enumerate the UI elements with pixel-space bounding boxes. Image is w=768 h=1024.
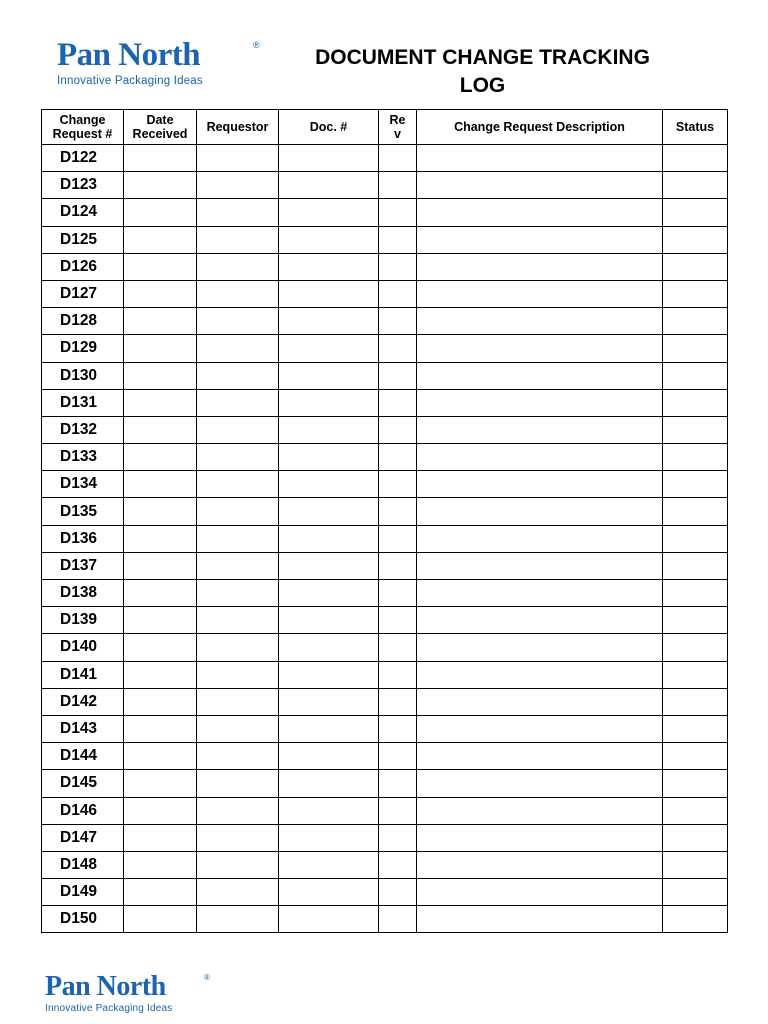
requestor-cell <box>197 743 279 770</box>
description-cell <box>417 906 663 933</box>
doc-number-cell <box>279 824 379 851</box>
registered-mark: ® <box>204 973 210 982</box>
status-cell <box>663 715 728 742</box>
date-received-cell <box>124 498 197 525</box>
logo-tagline: Innovative Packaging Ideas <box>57 75 203 87</box>
table-row <box>42 797 728 824</box>
description-cell <box>417 634 663 661</box>
doc-number-cell <box>279 525 379 552</box>
doc-number-cell <box>279 851 379 878</box>
status-cell <box>663 416 728 443</box>
document-title <box>280 44 685 100</box>
status-cell <box>663 824 728 851</box>
table-row <box>42 280 728 307</box>
rev-cell <box>379 416 417 443</box>
doc-number-cell <box>279 335 379 362</box>
date-received-cell <box>124 552 197 579</box>
rev-cell <box>379 661 417 688</box>
change-request-id-cell: D144 <box>42 743 124 770</box>
table-row <box>42 199 728 226</box>
table-row <box>42 906 728 933</box>
table-row <box>42 824 728 851</box>
rev-cell <box>379 688 417 715</box>
change-request-id-cell: D143 <box>42 715 124 742</box>
date-received-cell <box>124 607 197 634</box>
doc-number-cell <box>279 308 379 335</box>
change-request-id-cell: D132 <box>42 416 124 443</box>
footer-logo <box>45 971 210 1015</box>
description-cell <box>417 851 663 878</box>
change-request-id-cell: D148 <box>42 851 124 878</box>
table-row <box>42 661 728 688</box>
rev-cell <box>379 634 417 661</box>
date-received-cell <box>124 145 197 172</box>
description-cell <box>417 444 663 471</box>
change-request-id-cell: D147 <box>42 824 124 851</box>
doc-number-cell <box>279 552 379 579</box>
change-request-id-cell: D138 <box>42 580 124 607</box>
description-cell <box>417 879 663 906</box>
change-request-id-cell: D149 <box>42 879 124 906</box>
date-received-cell <box>124 172 197 199</box>
requestor-cell <box>197 797 279 824</box>
date-received-cell <box>124 253 197 280</box>
requestor-cell <box>197 661 279 688</box>
description-cell <box>417 770 663 797</box>
table-row <box>42 743 728 770</box>
change-request-id-cell: D123 <box>42 172 124 199</box>
change-request-id-cell: D136 <box>42 525 124 552</box>
change-request-id-cell: D133 <box>42 444 124 471</box>
logo-tagline: Innovative Packaging Ideas <box>45 1003 173 1014</box>
date-received-cell <box>124 715 197 742</box>
description-cell <box>417 362 663 389</box>
date-received-cell <box>124 634 197 661</box>
status-cell <box>663 607 728 634</box>
doc-number-cell <box>279 280 379 307</box>
date-received-cell <box>124 444 197 471</box>
date-received-cell <box>124 580 197 607</box>
status-cell <box>663 199 728 226</box>
doc-number-cell <box>279 145 379 172</box>
description-cell <box>417 145 663 172</box>
requestor-cell <box>197 715 279 742</box>
status-cell <box>663 226 728 253</box>
rev-cell <box>379 226 417 253</box>
change-request-id-cell: D125 <box>42 226 124 253</box>
requestor-cell <box>197 851 279 878</box>
requestor-cell <box>197 226 279 253</box>
doc-number-cell <box>279 607 379 634</box>
status-cell <box>663 335 728 362</box>
status-cell <box>663 580 728 607</box>
change-request-id-cell: D129 <box>42 335 124 362</box>
description-cell <box>417 661 663 688</box>
title-line-2: LOG <box>459 74 506 97</box>
date-received-cell <box>124 688 197 715</box>
change-request-id-cell: D145 <box>42 770 124 797</box>
column-header: Re v <box>379 110 417 145</box>
description-cell <box>417 580 663 607</box>
rev-cell <box>379 280 417 307</box>
status-cell <box>663 797 728 824</box>
doc-number-cell <box>279 634 379 661</box>
requestor-cell <box>197 824 279 851</box>
table-row <box>42 715 728 742</box>
requestor-cell <box>197 145 279 172</box>
date-received-cell <box>124 199 197 226</box>
status-cell <box>663 308 728 335</box>
doc-number-cell <box>279 879 379 906</box>
date-received-cell <box>124 308 197 335</box>
change-request-id-cell: D140 <box>42 634 124 661</box>
change-request-id-cell: D127 <box>42 280 124 307</box>
table-row <box>42 607 728 634</box>
doc-number-cell <box>279 661 379 688</box>
status-cell <box>663 280 728 307</box>
requestor-cell <box>197 498 279 525</box>
status-cell <box>663 879 728 906</box>
status-cell <box>663 471 728 498</box>
status-cell <box>663 362 728 389</box>
change-request-id-cell: D130 <box>42 362 124 389</box>
rev-cell <box>379 580 417 607</box>
change-request-id-cell: D137 <box>42 552 124 579</box>
description-cell <box>417 335 663 362</box>
doc-number-cell <box>279 743 379 770</box>
description-cell <box>417 607 663 634</box>
description-cell <box>417 824 663 851</box>
date-received-cell <box>124 743 197 770</box>
requestor-cell <box>197 770 279 797</box>
description-cell <box>417 199 663 226</box>
change-request-id-cell: D126 <box>42 253 124 280</box>
status-cell <box>663 525 728 552</box>
table-row <box>42 851 728 878</box>
change-request-id-cell: D142 <box>42 688 124 715</box>
date-received-cell <box>124 525 197 552</box>
rev-cell <box>379 715 417 742</box>
title-line-1: DOCUMENT CHANGE TRACKING <box>315 46 650 69</box>
description-cell <box>417 308 663 335</box>
date-received-cell <box>124 797 197 824</box>
date-received-cell <box>124 335 197 362</box>
table-row <box>42 879 728 906</box>
rev-cell <box>379 199 417 226</box>
change-request-id-cell: D146 <box>42 797 124 824</box>
column-header: Requestor <box>197 110 279 145</box>
column-header: Date Received <box>124 110 197 145</box>
date-received-cell <box>124 661 197 688</box>
table-row <box>42 308 728 335</box>
description-cell <box>417 715 663 742</box>
doc-number-cell <box>279 444 379 471</box>
date-received-cell <box>124 879 197 906</box>
status-cell <box>663 661 728 688</box>
requestor-cell <box>197 172 279 199</box>
date-received-cell <box>124 280 197 307</box>
table-body <box>42 145 728 933</box>
doc-number-cell <box>279 906 379 933</box>
status-cell <box>663 634 728 661</box>
column-header: Change Request Description <box>417 110 663 145</box>
change-request-id-cell: D124 <box>42 199 124 226</box>
doc-number-cell <box>279 688 379 715</box>
header-logo <box>57 37 260 88</box>
status-cell <box>663 770 728 797</box>
requestor-cell <box>197 525 279 552</box>
table-row <box>42 172 728 199</box>
rev-cell <box>379 172 417 199</box>
registered-mark: ® <box>253 40 260 50</box>
column-header: Status <box>663 110 728 145</box>
requestor-cell <box>197 634 279 661</box>
doc-number-cell <box>279 498 379 525</box>
status-cell <box>663 743 728 770</box>
doc-number-cell <box>279 797 379 824</box>
doc-number-cell <box>279 199 379 226</box>
description-cell <box>417 280 663 307</box>
table-row <box>42 253 728 280</box>
status-cell <box>663 906 728 933</box>
rev-cell <box>379 879 417 906</box>
column-header: Change Request # <box>42 110 124 145</box>
column-header: Doc. # <box>279 110 379 145</box>
requestor-cell <box>197 308 279 335</box>
doc-number-cell <box>279 416 379 443</box>
table-row <box>42 389 728 416</box>
doc-number-cell <box>279 389 379 416</box>
rev-cell <box>379 471 417 498</box>
description-cell <box>417 743 663 770</box>
requestor-cell <box>197 416 279 443</box>
table-row <box>42 688 728 715</box>
table-row <box>42 580 728 607</box>
description-cell <box>417 498 663 525</box>
table-row <box>42 416 728 443</box>
description-cell <box>417 253 663 280</box>
requestor-cell <box>197 688 279 715</box>
description-cell <box>417 688 663 715</box>
date-received-cell <box>124 416 197 443</box>
rev-cell <box>379 389 417 416</box>
doc-number-cell <box>279 362 379 389</box>
table-row <box>42 145 728 172</box>
change-request-id-cell: D150 <box>42 906 124 933</box>
requestor-cell <box>197 199 279 226</box>
rev-cell <box>379 743 417 770</box>
requestor-cell <box>197 552 279 579</box>
description-cell <box>417 525 663 552</box>
logo-brand-name: Pan North <box>57 37 201 73</box>
doc-number-cell <box>279 253 379 280</box>
table-row <box>42 498 728 525</box>
status-cell <box>663 498 728 525</box>
change-request-id-cell: D141 <box>42 661 124 688</box>
requestor-cell <box>197 879 279 906</box>
rev-cell <box>379 362 417 389</box>
rev-cell <box>379 906 417 933</box>
table-row <box>42 471 728 498</box>
table-row <box>42 770 728 797</box>
rev-cell <box>379 525 417 552</box>
requestor-cell <box>197 906 279 933</box>
status-cell <box>663 552 728 579</box>
rev-cell <box>379 607 417 634</box>
change-request-id-cell: D128 <box>42 308 124 335</box>
requestor-cell <box>197 580 279 607</box>
status-cell <box>663 172 728 199</box>
rev-cell <box>379 145 417 172</box>
requestor-cell <box>197 253 279 280</box>
description-cell <box>417 552 663 579</box>
table-row <box>42 362 728 389</box>
rev-cell <box>379 498 417 525</box>
doc-number-cell <box>279 172 379 199</box>
doc-number-cell <box>279 580 379 607</box>
rev-cell <box>379 851 417 878</box>
change-request-id-cell: D122 <box>42 145 124 172</box>
change-tracking-table <box>41 109 728 933</box>
description-cell <box>417 226 663 253</box>
logo-brand-name: Pan North <box>45 971 166 1002</box>
table-row <box>42 444 728 471</box>
rev-cell <box>379 770 417 797</box>
requestor-cell <box>197 607 279 634</box>
date-received-cell <box>124 389 197 416</box>
doc-number-cell <box>279 471 379 498</box>
requestor-cell <box>197 335 279 362</box>
table-row <box>42 525 728 552</box>
rev-cell <box>379 552 417 579</box>
rev-cell <box>379 797 417 824</box>
change-request-id-cell: D135 <box>42 498 124 525</box>
rev-cell <box>379 824 417 851</box>
doc-number-cell <box>279 226 379 253</box>
status-cell <box>663 851 728 878</box>
table-row <box>42 634 728 661</box>
rev-cell <box>379 308 417 335</box>
description-cell <box>417 172 663 199</box>
rev-cell <box>379 335 417 362</box>
doc-number-cell <box>279 770 379 797</box>
description-cell <box>417 797 663 824</box>
status-cell <box>663 145 728 172</box>
date-received-cell <box>124 851 197 878</box>
rev-cell <box>379 253 417 280</box>
date-received-cell <box>124 770 197 797</box>
table-row <box>42 226 728 253</box>
description-cell <box>417 416 663 443</box>
table-row <box>42 552 728 579</box>
requestor-cell <box>197 362 279 389</box>
table-row <box>42 335 728 362</box>
status-cell <box>663 688 728 715</box>
date-received-cell <box>124 226 197 253</box>
change-request-id-cell: D131 <box>42 389 124 416</box>
date-received-cell <box>124 906 197 933</box>
change-request-id-cell: D139 <box>42 607 124 634</box>
requestor-cell <box>197 280 279 307</box>
rev-cell <box>379 444 417 471</box>
requestor-cell <box>197 389 279 416</box>
table-header-row <box>42 110 728 145</box>
description-cell <box>417 471 663 498</box>
date-received-cell <box>124 824 197 851</box>
description-cell <box>417 389 663 416</box>
status-cell <box>663 444 728 471</box>
change-request-id-cell: D134 <box>42 471 124 498</box>
status-cell <box>663 253 728 280</box>
status-cell <box>663 389 728 416</box>
date-received-cell <box>124 471 197 498</box>
date-received-cell <box>124 362 197 389</box>
doc-number-cell <box>279 715 379 742</box>
requestor-cell <box>197 444 279 471</box>
requestor-cell <box>197 471 279 498</box>
